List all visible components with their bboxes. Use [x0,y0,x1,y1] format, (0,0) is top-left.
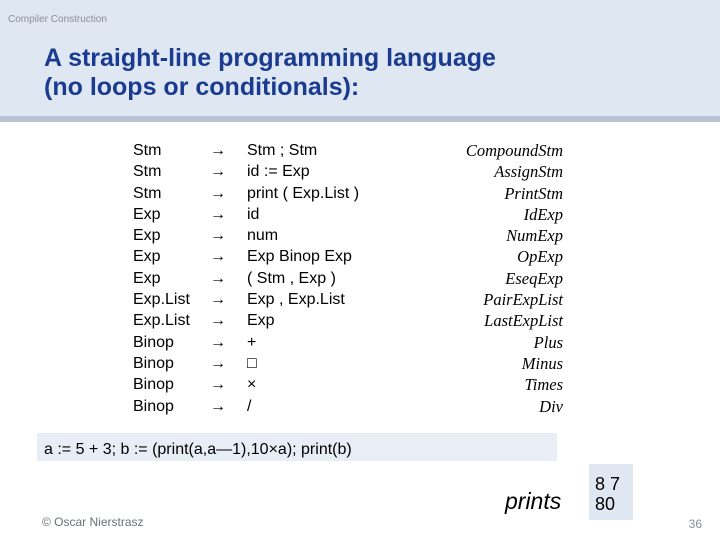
arrow-icon: → [210,291,226,309]
rule-rhs: + [247,333,257,351]
title-line-1: A straight-line programming language [44,44,496,72]
rule-lhs: Binop [133,397,174,415]
rule-lhs: Binop [133,354,174,372]
rule-lhs: Stm [133,184,162,202]
arrow-icon: → [210,163,226,181]
footer-author: © Oscar Nierstrasz [42,515,144,529]
page-number: 36 [688,517,702,531]
rule-lhs: Binop [133,376,174,394]
rule-name: OpExp [517,247,563,267]
rule-rhs: Stm ; Stm [247,142,318,159]
rule-rhs: num [247,227,279,245]
arrow-icon: → [210,269,226,287]
rule-name: Div [539,396,563,416]
rule-lhs: Exp [133,227,161,245]
rule-name: NumExp [506,226,563,246]
arrow-icon: → [210,397,226,415]
rule-lhs: Exp [133,248,161,266]
rule-lhs: Stm [133,142,162,159]
title-line-2: (no loops or conditionals): [44,73,360,101]
prints-label: prints [505,488,562,514]
rule-name: EseqExp [505,268,563,288]
rule-lhs: Exp.List [133,312,190,330]
arrow-icon: → [210,227,226,245]
arrow-icon: → [210,333,226,351]
rule-name: Minus [521,353,563,373]
program-output [595,474,620,514]
rule-rhs: Exp Binop Exp [247,248,352,266]
rule-rhs: id [247,205,260,223]
rule-rhs: Exp [247,312,275,330]
rule-name: Times [524,375,563,395]
rule-rhs: / [247,397,252,415]
rule-name: PairExpList [483,290,563,310]
rule-rhs: id := Exp [247,163,310,181]
course-name: Compiler Construction [8,14,107,25]
rule-name: AssignStm [494,162,563,182]
arrow-icon: → [210,248,226,266]
rule-rhs: □ [247,354,257,372]
rule-rhs: Exp , Exp.List [247,291,345,309]
arrow-icon: → [210,312,226,330]
rule-name: IdExp [523,204,563,224]
arrow-icon: → [210,205,226,223]
rule-lhs: Exp [133,205,161,223]
rule-rhs: ( Stm , Exp ) [247,269,336,287]
rule-lhs: Exp [133,269,161,287]
rule-lhs: Binop [133,333,174,351]
arrow-icon: → [210,142,226,159]
rule-lhs: Exp.List [133,291,190,309]
slide-title [44,44,496,102]
example-program: a := 5 + 3; b := (print(a,a—1),10×a); print(b) [44,441,352,458]
rule-name: PrintStm [504,183,563,203]
rule-rhs: print ( Exp.List ) [247,184,360,202]
rule-rhs: × [247,376,257,394]
arrow-icon: → [210,184,226,202]
arrow-icon: → [210,376,226,394]
rule-lhs: Stm [133,163,162,181]
rule-name: Plus [533,332,563,352]
output-line-2: 80 [595,494,616,514]
rule-name: LastExpList [484,311,563,331]
arrow-icon: → [210,354,226,372]
rule-name: CompoundStm [465,141,563,160]
output-line-1: 8 7 [595,474,621,494]
header-divider [0,116,720,122]
